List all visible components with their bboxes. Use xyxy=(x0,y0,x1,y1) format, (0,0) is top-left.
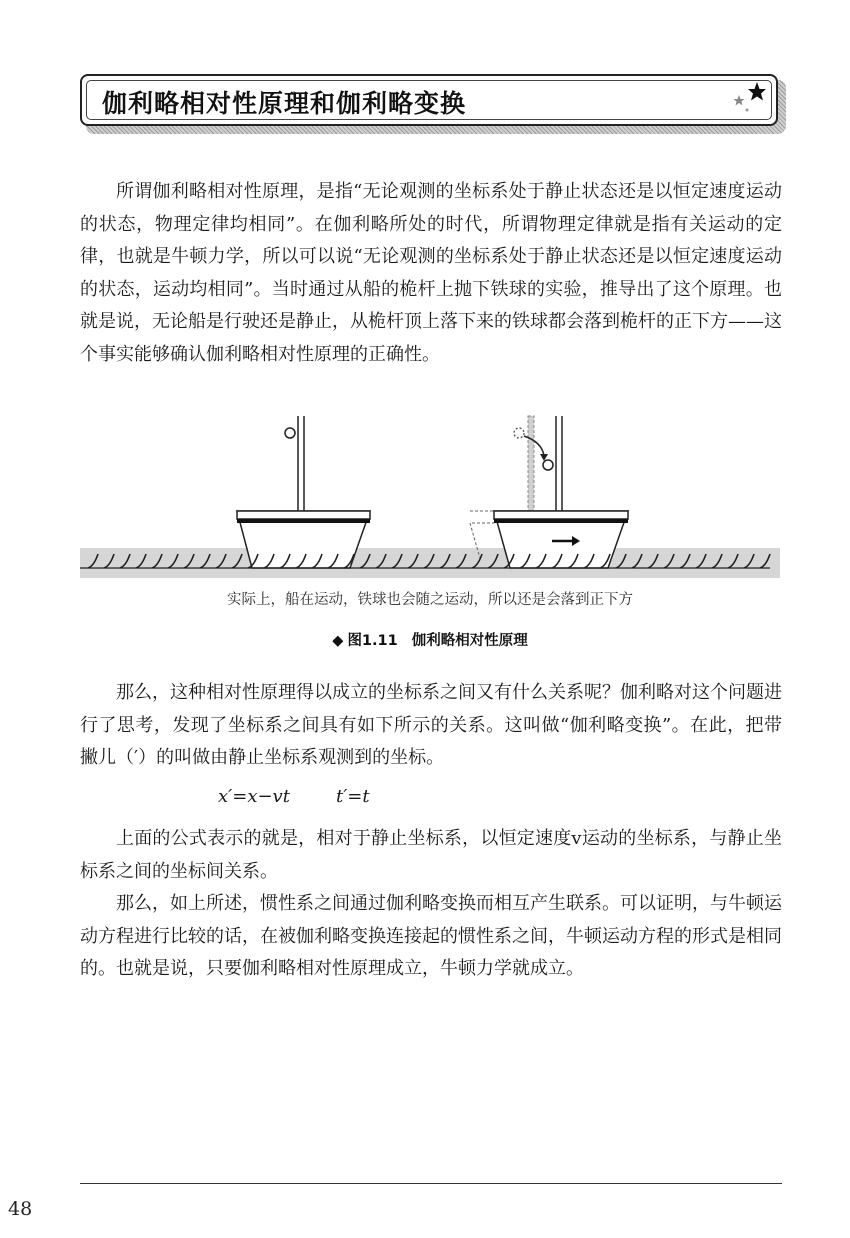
diamond-icon: ◆ xyxy=(332,633,344,649)
galilean-transform-formula xyxy=(218,786,370,807)
figure-caption xyxy=(80,629,780,650)
body-paragraph-principle: 所谓伽利略相对性原理，是指“无论观测的坐标系处于静止状态还是以恒定速度运动的状态，物理定律均相同”。在伽利略所处的时代，所谓物理定律就是指有关运动的定律，也就是牛顿力学，所以可以说“无论观测的坐标系处于静止状态还是以恒定速度运动的状态，运动均相同”。当时通过从船的桅杆上抛下铁球的实验，推导出了这个原理。也就是说，无论船是行驶还是静止，从桅杆顶上落下来的铁球都会落到桅杆的正下方——这个事实能够确认伽利略相对性原理的正确性。 xyxy=(80,181,782,365)
figure-number: 图1.11 xyxy=(347,633,398,649)
iron-ball xyxy=(285,428,295,438)
iron-ball-falling xyxy=(543,460,553,470)
iron-ball-start xyxy=(514,428,524,438)
stars-icon xyxy=(730,80,766,116)
page-number: 48 xyxy=(8,1198,33,1220)
figure-ship-illustration xyxy=(80,408,780,580)
body-paragraph-formula-explanation: 上面的公式表示的就是，相对于静止坐标系，以恒定速度v运动的坐标系，与静止坐标系之间的坐标间关系。 xyxy=(80,828,782,882)
footer-divider xyxy=(80,1183,782,1184)
body-paragraph-transform-intro: 那么，这种相对性原理得以成立的坐标系之间又有什么关系呢？伽利略对这个问题进行了思考，发现了坐标系之间具有如下所示的关系。这叫做“伽利略变换”。在此，把带撇儿（′）的叫做由静止坐标系观测到的坐标。 xyxy=(80,682,782,768)
figure-note: 实际上，船在运动，铁球也会随之运动，所以还是会落到正下方 xyxy=(227,592,633,608)
ship-right xyxy=(494,416,628,568)
section-title-box xyxy=(80,74,778,126)
section-title: 伽利略相对性原理和伽利略变换 xyxy=(102,89,467,118)
formula-t: t′=t xyxy=(335,786,370,807)
figure-title: 伽利略相对性原理 xyxy=(411,633,528,649)
body-paragraph-conclusion: 那么，如上所述，惯性系之间通过伽利略变换而相互产生联系。可以证明，与牛顿运动方程进行比较的话，在被伽利略变换连接起的惯性系之间，牛顿运动方程的形式是相同的。也就是说，只要伽利略相对性原理成立，牛顿力学就成立。 xyxy=(80,893,782,979)
formula-x: x′=x−vt xyxy=(218,786,290,807)
ship-left xyxy=(237,416,370,568)
